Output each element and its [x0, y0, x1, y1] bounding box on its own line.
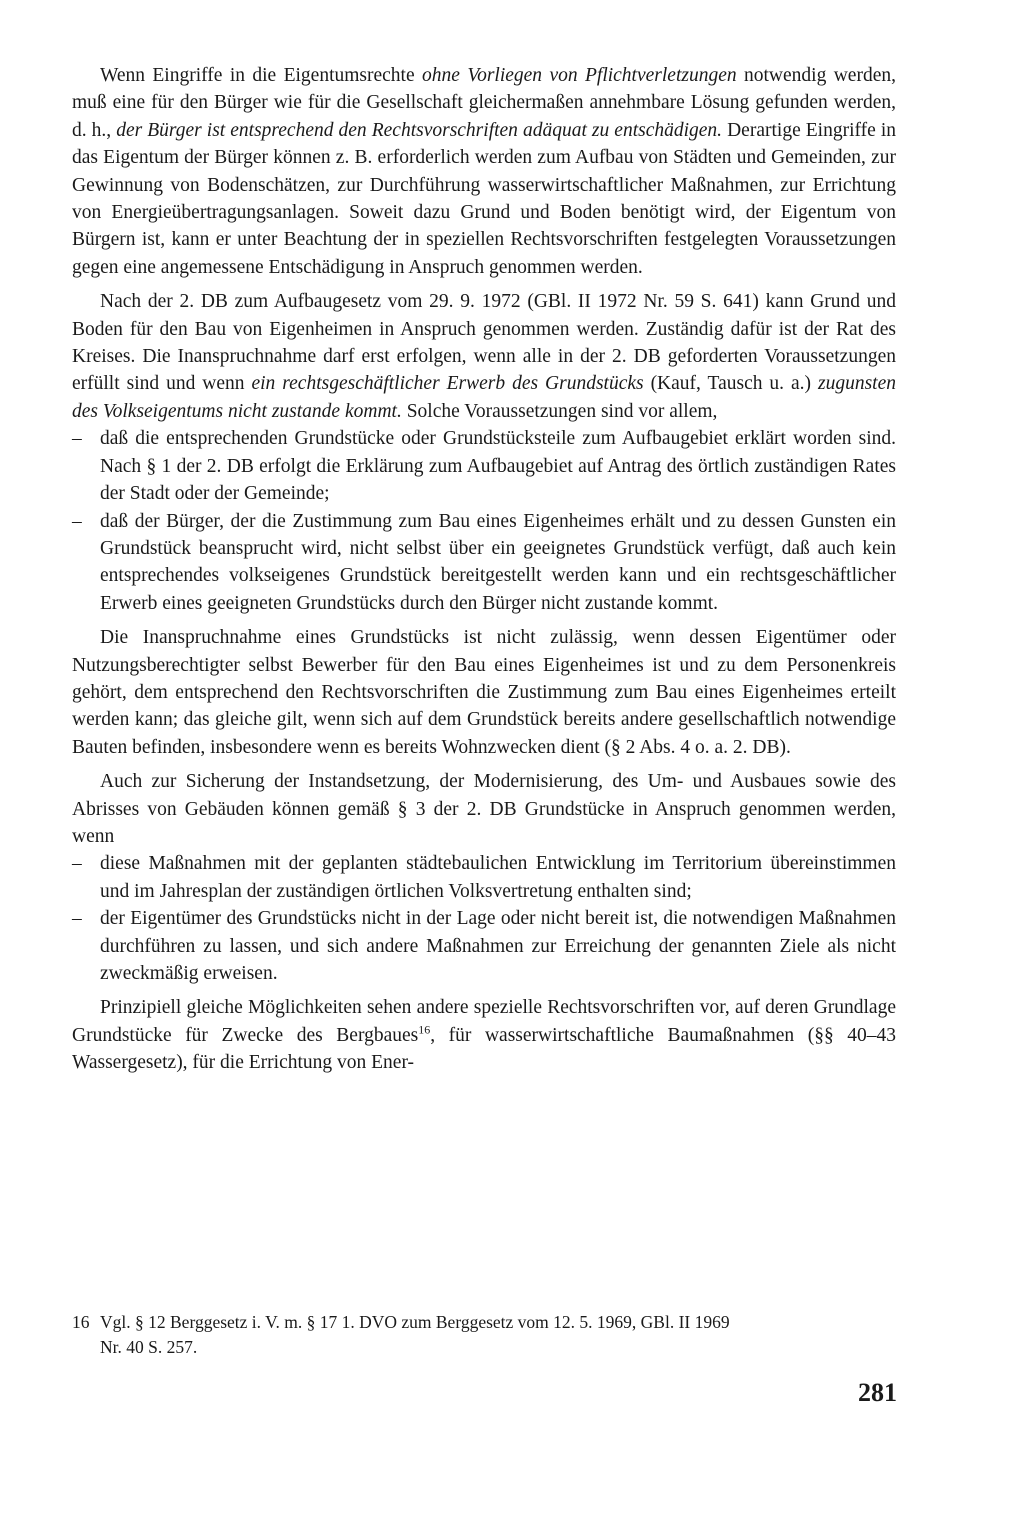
- text-run: Prinzipiell gleiche Möglichkeiten sehen andere spezielle Rechtsvorschriften vor, auf deren Grundlage Grundstücke für Zwecke des Bergbaues: [72, 997, 896, 1046]
- italic-run: zugunsten des Volkseigentums nicht zustande kommt.: [72, 373, 896, 422]
- dash-marker: –: [72, 510, 82, 532]
- paragraph-3: Die Inanspruchnahme eines Grundstücks ist nicht zulässig, wenn dessen Eigentümer oder Nutzungsberechtigter selbst Bewerber für den Bau eines Eigenheimes ist und zu dem Personenkreis gehört, dem entsprechend den Rechtsvorschriften die Zustimmung zum Bau eines Eigenheimes erteilt werden kann; das gleiche gilt, wenn sich auf dem Grundstück bereits andere gesellschaftlich notwendige Bauten befinden, insbesondere wenn es bereits Wohnzwecken dient (§ 2 Abs. 4 o. a. 2. DB).: [72, 627, 896, 758]
- text-run: (Kauf, Tausch u. a.): [643, 373, 818, 395]
- italic-run: ein rechtsgeschäftlicher Erwerb des Grundstücks: [251, 373, 644, 395]
- dash-marker: –: [72, 853, 82, 875]
- footnote-line: Nr. 40 S. 257.: [100, 1337, 198, 1357]
- text-run: , für wasserwirtschaftliche Baumaßnahmen (§§ 40–43 Wassergesetz), für die Errichtung von Ener-: [72, 1024, 896, 1074]
- list-item: [72, 508, 896, 618]
- paragraph-5: [72, 994, 896, 1076]
- text-run: Wenn Eingriffe in die Eigentumsrechte: [100, 65, 423, 86]
- paragraph-1: [72, 62, 896, 281]
- list-item-text: daß der Bürger, der die Zustimmung zum Bau eines Eigenheimes erhält und zu dessen Gunsten ein Grundstück beansprucht wird, nicht selbst über ein geeignetes Grundstück verfügt, daß auch kein entsprechendes volkseigenes Grundstück bereitgestellt werden kann und ein rechtsgeschäftlicher Erwerb eines geeigneten Grundstücks durch den Bürger nicht zustande kommt.: [100, 510, 896, 614]
- footnote-text: Vgl. § 12 Berggesetz i. V. m. § 17 1. DVO zum Berggesetz vom 12. 5. 1969, GBl. II 1969: [100, 1312, 730, 1332]
- dash-marker: –: [72, 428, 82, 450]
- text-run: Nach der 2. DB zum Aufbaugesetz vom 29. 9. 1972 (GBl. II 1972 Nr. 59 S. 641) kann Grund und Boden für den Bau von Eigenheimen in Anspruch genommen werden. Zuständig dafür ist der Rat des Kreises. Die Inanspruchnahme darf erst erfolgen, wenn alle in der 2. DB geforderten Voraussetzungen erfüllt sind und wenn: [72, 291, 896, 395]
- paragraph-4: Auch zur Sicherung der Instandsetzung, der Modernisierung, des Um- und Ausbaues sowie des Abrisses von Gebäuden können gemäß § 3 der 2. DB Grundstücke in Anspruch genommen werden, wenn: [72, 771, 896, 847]
- dash-marker: –: [72, 908, 82, 930]
- list-requirements: [72, 425, 896, 617]
- footnote-reference: 16: [418, 1022, 431, 1037]
- list-conditions: [72, 850, 896, 987]
- footnote: [72, 1310, 896, 1360]
- text-run: Solche Voraussetzungen sind vor allem,: [401, 400, 718, 422]
- list-item-text: diese Maßnahmen mit der geplanten städtebaulichen Entwicklung im Territorium übereinstimmen und im Jahresplan der zuständigen örtlichen Volksvertretung enthalten sind;: [100, 853, 896, 902]
- paragraph-2: [72, 288, 896, 425]
- list-item: [72, 850, 896, 905]
- list-item-text: daß die entsprechenden Grundstücke oder Grundstücksteile zum Aufbaugebiet erklärt worden sind. Nach § 1 der 2. DB erfolgt die Erklärung zum Aufbaugebiet auf Antrag des örtlich zuständigen Rates der Stadt oder der Gemeinde;: [100, 428, 896, 505]
- text-run: Derartige Eingriffe in das Eigentum der Bürger können z. B. erforderlich werden zum Aufbau von Städten und Gemeinden, zur Gewinnung von Bodenschätzen, zur Durchführung wasserwirtschaftlicher Maßnahmen, zur Errichtung von Energieübertragungsanlagen. Soweit dazu Grund und Boden benötigt wird, der Eigentum von Bürgern ist, kann er unter Beachtung der in speziellen Rechtsvorschriften festgelegten Voraussetzungen gegen eine angemessene Entschädigung in Anspruch genommen werden.: [72, 119, 896, 278]
- italic-run: ohne Vorliegen von Pflichtverletzungen: [422, 65, 737, 86]
- list-item: [72, 425, 896, 507]
- page-body: [72, 62, 896, 1084]
- text-run: notwendig werden, muß eine für den Bürger wie für die Gesellschaft gleichermaßen annehmbare Lösung gefunden werden, d. h.,: [72, 65, 896, 141]
- list-item: [72, 905, 896, 987]
- footnote-line: [72, 1310, 896, 1335]
- italic-run: der Bürger ist entsprechend den Rechtsvorschriften adäquat zu entschädigen.: [116, 119, 723, 141]
- list-item-text: der Eigentümer des Grundstücks nicht in der Lage oder nicht bereit ist, die notwendigen Maßnahmen durchführen zu lassen, und sich andere Maßnahmen zur Erreichung der genannten Ziele als nicht zweckmäßig erweisen.: [100, 908, 896, 984]
- footnote-number: 16: [72, 1312, 90, 1332]
- page-number: 281: [858, 1378, 897, 1407]
